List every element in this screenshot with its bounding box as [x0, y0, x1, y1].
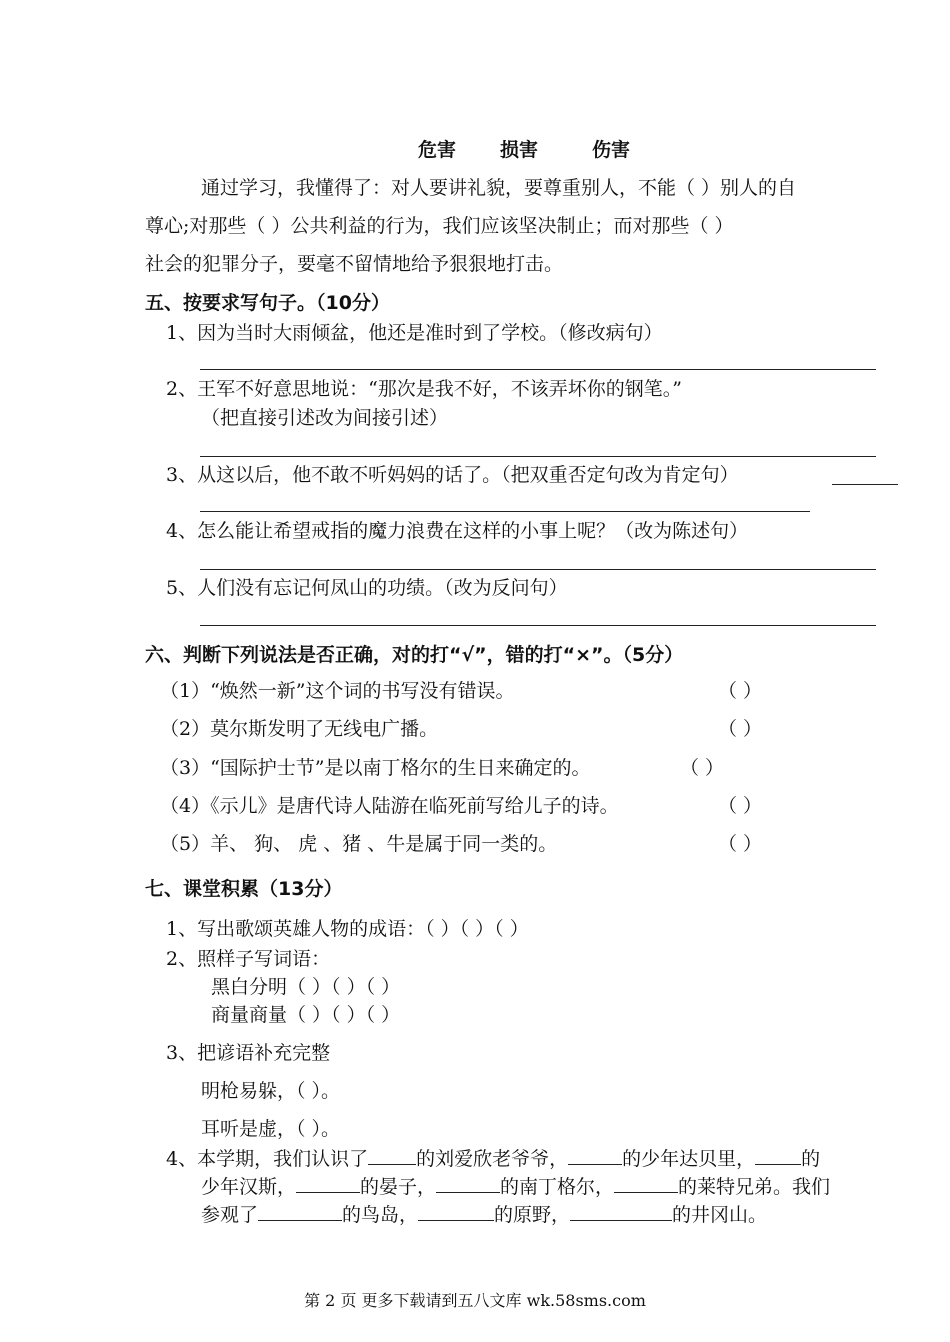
word-option-1: 危害 [418, 139, 457, 161]
s7-q4-text: 的少年达贝里， [622, 1148, 756, 1170]
s6-paren-4[interactable]: （ ） [718, 795, 763, 817]
blank[interactable] [418, 1202, 494, 1221]
s7-q1: 1、写出歌颂英雄人物的成语：（ ）（ ）（ ） [166, 918, 529, 940]
s5-q3: 3、从这以后，他不敢不听妈妈的话了。（把双重否定句改为肯定句） [166, 464, 739, 486]
section5-title: 五、按要求写句子。（10分） [145, 292, 390, 314]
s7-q4-text: 的晏子， [360, 1176, 437, 1198]
s5-q2a: 2、王军不好意思地说：“那次是我不好，不该弄坏你的钢笔。” [166, 378, 683, 400]
para-line-3: 社会的犯罪分子，要毫不留情地给予狠狠地打击。 [145, 253, 564, 275]
blank[interactable] [368, 1146, 416, 1165]
blank[interactable] [258, 1202, 342, 1221]
s7-q4-text: 的原野， [494, 1204, 571, 1226]
s7-q2-example-1: 黑白分明（ ）（ ）（ ） [211, 976, 401, 998]
para-line-2: 尊心;对那些（ ）公共利益的行为，我们应该坚决制止；而对那些（ ） [145, 215, 734, 237]
s7-q4-text: 的刘爱欣老爷爷， [416, 1148, 569, 1170]
answer-line-q2[interactable] [200, 456, 876, 457]
s5-q4: 4、怎么能让希望戒指的魔力浪费在这样的小事上呢？（改为陈述句） [166, 520, 749, 542]
s7-q4-text: 的鸟岛， [342, 1204, 419, 1226]
word-option-3: 伤害 [592, 139, 631, 161]
s5-q5: 5、人们没有忘记何凤山的功绩。（改为反问句） [166, 577, 568, 599]
s6-item-3: （3）“国际护士节”是以南丁格尔的生日来确定的。 [160, 757, 591, 779]
s7-q4-text: 少年汉斯， [201, 1176, 297, 1198]
blank[interactable] [755, 1146, 801, 1165]
s7-q2-example-2: 商量商量（ ）（ ）（ ） [211, 1004, 401, 1026]
s6-paren-1[interactable]: （ ） [718, 680, 763, 702]
answer-line-q5[interactable] [200, 625, 876, 626]
blank[interactable] [568, 1146, 622, 1165]
s6-paren-5[interactable]: （ ） [718, 833, 763, 855]
answer-line-q1[interactable] [200, 369, 876, 370]
s6-item-4: （4）《示儿》是唐代诗人陆游在临死前写给儿子的诗。 [160, 795, 619, 817]
blank[interactable] [570, 1202, 672, 1221]
blank[interactable] [296, 1174, 360, 1193]
section6-title: 六、判断下列说法是否正确，对的打“√”，错的打“×”。（5分） [145, 644, 684, 666]
blank[interactable] [614, 1174, 678, 1193]
blank[interactable] [436, 1174, 500, 1193]
answer-line-q3b[interactable] [200, 511, 810, 512]
s7-q2: 2、照样子写词语： [166, 948, 331, 970]
s5-q1: 1、因为当时大雨倾盆，他还是准时到了学校。（修改病句） [166, 322, 663, 344]
s6-paren-3[interactable]: （ ） [680, 757, 725, 779]
answer-line-q4[interactable] [200, 569, 876, 570]
s7-q4-text: 的南丁格尔， [500, 1176, 615, 1198]
s6-item-5: （5）羊、 狗、 虎 、猪 、牛是属于同一类的。 [160, 833, 558, 855]
section7-title: 七、课堂积累（13分） [145, 878, 343, 900]
s7-q4-text: 4、本学期，我们认识了 [166, 1148, 369, 1170]
s7-q3: 3、把谚语补充完整 [166, 1042, 331, 1064]
para-line-1: 通过学习，我懂得了：对人要讲礼貌，要尊重别人，不能（ ）别人的自 [201, 177, 797, 199]
s7-q3-proverb-2: 耳听是虚，（ ）。 [201, 1118, 341, 1140]
s7-q4-line-1 [166, 1146, 820, 1172]
s7-q4-text: 的莱特兄弟。我们 [678, 1176, 831, 1198]
s7-q3-proverb-1: 明枪易躲，（ ）。 [201, 1080, 341, 1102]
s5-q2b: （把直接引述改为间接引述） [201, 407, 449, 429]
s6-item-2: （2）莫尔斯发明了无线电广播。 [160, 718, 439, 740]
page-footer: 第 2 页 更多下载请到五八文库 wk.58sms.com [304, 1291, 646, 1310]
s7-q4-line-3 [201, 1202, 767, 1228]
s6-item-1: （1）“焕然一新”这个词的书写没有错误。 [160, 680, 515, 702]
s7-q4-text: 的 [801, 1148, 821, 1170]
s7-q4-line-2 [201, 1174, 830, 1200]
word-option-2: 损害 [500, 139, 539, 161]
s6-paren-2[interactable]: （ ） [718, 718, 763, 740]
s7-q4-text: 的井冈山。 [672, 1204, 768, 1226]
s7-q4-text: 参观了 [201, 1204, 259, 1226]
answer-line-q3a[interactable] [832, 484, 898, 485]
